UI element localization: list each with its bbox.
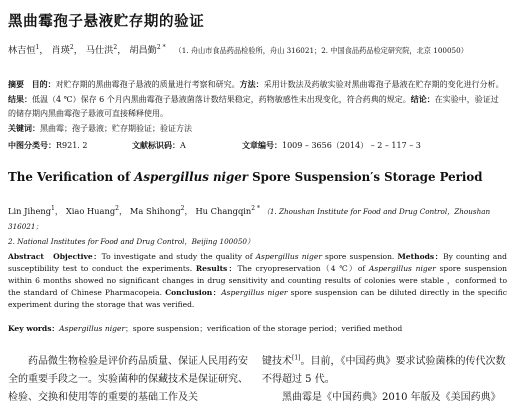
english-abstract: Abstract Objective：To investigate and study the quality of Aspergillus niger spore suspension. Methods：By counting and susceptibility test to conduct the experiments. Results：The cryopreservation（4 ℃）of Aspergillus niger spore suspension within 6 months showed no significant changes in drug sensitivity and counting results of colonies were stable ，conformed to the standard of Chinese Pharmacopeia. Conclusion：Aspergillus niger spore suspension can be diluted directly in the specific experiment during the storage that was verified. <box>8 252 508 309</box>
author-sup: 2 <box>113 43 118 51</box>
classification-number: 中图分类号：R921. 2 <box>8 140 88 150</box>
author-sup: 2 * <box>156 43 166 51</box>
body-right-column <box>262 353 508 407</box>
english-affiliation-2: 2. National Institutes for Food and Drug Control，Beijing 100050） <box>8 237 255 246</box>
methods-text: 采用计数法及药敏实验对黑曲霉孢子悬液在贮存期的变化进行分析。 <box>263 80 504 89</box>
abstract-label: 摘要 <box>8 79 24 89</box>
objective-text: 对贮存期的黑曲霉孢子悬液的质量进行考察和研究。 <box>55 80 240 89</box>
author-name: Hu Changqin <box>195 206 252 216</box>
keywords-text: 黑曲霉；孢子悬液；贮存期验证；验证方法 <box>40 124 192 133</box>
author-name: 胡昌勤 <box>129 45 157 56</box>
author-name: 林吉恒 <box>8 45 36 56</box>
author-name: Lin Jiheng <box>8 206 52 216</box>
english-authors: Lin Jiheng$^1$， Xiao Huang$^2$， Ma Shihong$^2$， Hu Changqin$^{2 *}$ （1. Zhoushan Institute for Food and Drug Control，Zhoushan 316021； 2. National Institutes for Food and Drug Control，Beijing 100050） <box>8 205 491 246</box>
conclusion-text: 在实验中，验证过的储存期内黑曲霉孢子悬液可直接稀释使用。 <box>8 95 499 118</box>
body-paragraph: 键技术[1]。目前，《中国药典》要求试验菌株的传代次数不得超过 5 代。 <box>262 354 506 385</box>
article-number: 文章编号：1009 – 3656（2014） – 2 – 117 – 3 <box>242 140 421 150</box>
methods-label: 方法： <box>239 79 264 89</box>
english-affiliation-1: （1. Zhoushan Institute for Food and Drug Control，Zhoushan 316021； <box>8 207 491 231</box>
body-paragraph: 药品微生物检验是评价药品质量、保证人民用药安全的重要手段之一。实验菌种的保藏技术是保证研究、检验、交换和使用等的重要的基础工作及关 <box>8 356 248 403</box>
author-name: Xiao Huang <box>65 206 116 216</box>
author-name: 马仕洪 <box>85 45 114 56</box>
author-sup: 2 <box>69 43 74 51</box>
body-paragraph: 黑曲霉是《中国药典》2010 年版及《美国药典》 <box>282 392 501 403</box>
chinese-authors: 林吉恒$^1$， 肖瑛$^2$， 马仕洪$^2$， 胡昌勤$^{2 *}$ （1. 舟山市食品药品检验所，舟山 316021；2. 中国食品药品检定研究院，北京 100050） <box>8 43 468 56</box>
english-title: The Verification of Aspergillus niger Spore Suspension′s Storage Period <box>8 170 483 184</box>
chinese-abstract <box>8 77 505 136</box>
english-keywords: Key words：Aspergillus niger；spore suspension；verification of the storage period；verified method <box>8 324 403 333</box>
results-label: 结果： <box>8 94 32 104</box>
chinese-affiliations: （1. 舟山市食品药品检验所，舟山 316021；2. 中国食品药品检定研究院，北京 100050） <box>174 46 468 55</box>
body-left-column <box>8 353 248 407</box>
species-name: Aspergillus niger <box>134 170 248 184</box>
citation-ref: [1] <box>292 354 301 362</box>
author-name: Ma Shihong <box>129 206 181 216</box>
keywords-label: 关键词： <box>8 123 40 133</box>
chinese-title: 黑曲霉孢子悬液贮存期的验证 <box>8 13 205 30</box>
document-code: 文献标识码：A <box>132 140 186 150</box>
author-name: 肖瑛 <box>51 45 70 56</box>
author-sup: 1 <box>35 43 40 51</box>
results-text: 低温（4 ℃）保存 6 个月内黑曲霉孢子悬液菌落计数结果稳定，药物敏感性未出现变化，符合药典的规定。 <box>32 95 411 104</box>
conclusion-label: 结论： <box>410 94 435 104</box>
objective-label: 目的： <box>31 79 56 89</box>
